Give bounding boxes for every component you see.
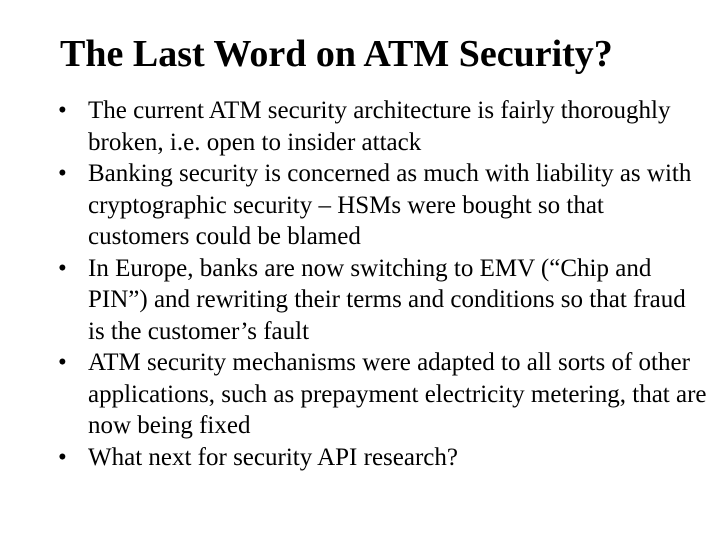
bullet-text: In Europe, banks are now switching to EMV (“Chip and PIN”) and rewriting their terms and conditions so that fraud is the customer’s fault [88,254,686,345]
bullet-item [58,95,708,158]
bullet-dot-icon: • [58,160,67,187]
bullet-item [58,253,708,348]
bullet-item [58,158,708,253]
bullet-text: ATM security mechanisms were adapted to all sorts of other applications, such as prepayment electricity metering, that are now being fixed [88,349,707,439]
bullet-dot-icon: • [58,97,67,124]
bullet-item [58,442,708,474]
bullet-dot-icon: • [58,349,67,376]
slide-title: The Last Word on ATM Security? [60,33,613,75]
bullet-dot-icon: • [58,254,67,282]
bullet-dot-icon: • [58,443,67,471]
bullet-text: What next for security API research? [88,443,458,471]
bullet-item [58,347,708,442]
bullet-text: Banking security is concerned as much with liability as with cryptographic security – HSMs were bought so that customers could be blamed [88,160,692,250]
bullet-text: The current ATM security architecture is fairly thoroughly broken, i.e. open to insider attack [88,97,671,156]
bullet-list [58,95,708,473]
